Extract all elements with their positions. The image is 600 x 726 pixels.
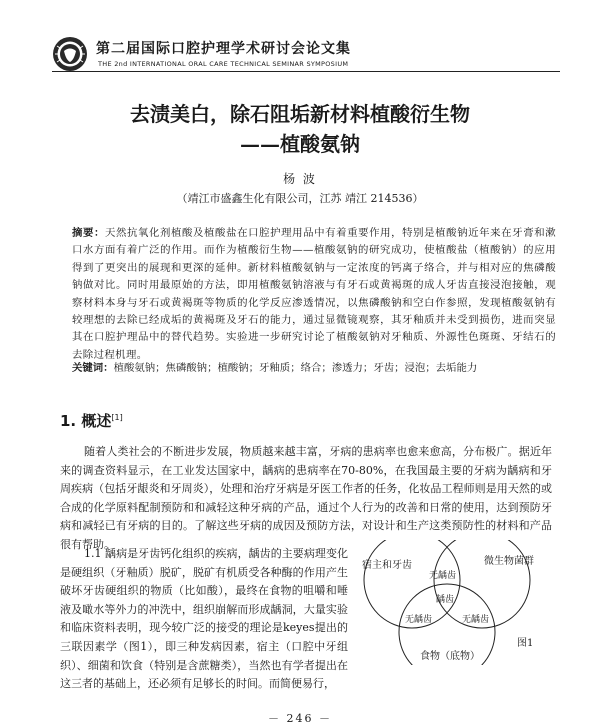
abstract-text: 天然抗氧化剂植酸及植酸盐在口腔护理用品中有着重要作用，特别是植酸钠近年来在牙膏和漱口水方面有着广泛的作用。而作为植酸衍生物——植酸氨钠的研究成功，使植酸盐（植酸钠）的应用得到了更突出的展现和更深的延伸。新材料植酸氨钠与一定浓度的钙离子络合，并与相对应的焦磷酸钠做对比。同时用最原始的方法，即用植酸氨钠溶液与有牙石或黄褐斑的成人牙齿直接浸泡接触，观察材料本身与牙石或黄褐斑等物质的化学反应渗透情况，以焦磷酸钠和空白作参照，发现植酸氨钠有较理想的去除已经成垢的黄褐斑及牙石的能力，通过显微镜观察，其牙釉质并未受到损伤，进而突显其在口腔护理品中的替代趋势。实验进一步研究讨论了植酸氨钠对牙釉质、外源性色斑斑、牙结石的去除过程机理。 — [72, 227, 556, 361]
label-food: 食物（底物） — [420, 651, 480, 662]
zone-center-label: 龋齿 — [436, 595, 455, 605]
section-ref: [1] — [111, 413, 123, 422]
zone-right-label: 无龋齿 — [462, 615, 490, 625]
conference-logo-icon — [52, 36, 88, 72]
section-heading — [60, 410, 123, 431]
abstract-label: 摘要： — [72, 227, 106, 239]
keywords — [72, 359, 556, 374]
section-heading-text: 1. 概述 — [60, 412, 112, 430]
section-paragraph-2: 1.1 龋病是牙齿钙化组织的疾病，龋齿的主要病理变化是硬组织（牙釉质）脱矿，脱矿有机质受各种酶的作用产生破坏牙齿硬组织的物质（比如酸），最终在食物的咀嚼和唾液及噉水等外力的冲洗中，组织崩解而形成龋洞，大量实验和临床资料表明，现今较广泛的接受的理论是keyes提出的三联因素学（图1），即三种发病因素，宿主（口腔中牙组织）、细菌和饮食（特别是含蔗糖类），当然也有学者提出在这三者的基础上，还必须有足够长的时间。而简便易行， — [60, 547, 348, 691]
paper-affiliation: （靖江市盛鑫生化有限公司，江苏 靖江 214536） — [176, 192, 424, 205]
page-number: － 246 － — [268, 712, 332, 725]
keywords-label: 关键词： — [72, 362, 114, 374]
keywords-text: 植酸氨钠；焦磷酸钠；植酸钠；牙釉质；络合；渗透力；牙齿；浸泡；去垢能力 — [113, 362, 478, 374]
zone-left-label: 无龋齿 — [405, 615, 433, 625]
paper-title-line2: ——植酸氨钠 — [240, 132, 360, 156]
label-host: 宿主和牙齿 — [362, 560, 412, 571]
paper-title-line1: 去渍美白，除石阻垢新材料植酸衍生物 — [130, 102, 470, 126]
abstract — [72, 225, 556, 364]
zone-top-label: 无龋齿 — [429, 571, 457, 581]
label-bacteria: 微生物菌群 — [484, 556, 534, 567]
paper-author: 杨 波 — [283, 172, 317, 186]
figure-1-label: 图1 — [517, 638, 534, 649]
proceedings-title: 第二届国际口腔护理学术研讨会论文集 — [96, 41, 351, 57]
section-paragraph-1: 随着人类社会的不断进步发展，物质越来越丰富，牙病的患病率也愈来愈高，分布极广。据近年来的调查资料显示，在工业发达国家中，龋病的患病率在70-80%，在我国最主要的牙病为龋病和牙周疾病（包括牙龈炎和牙周炎），处理和治疗牙病是牙医工作者的任务，化妆品工程师则是用天然的或合成的化学原料配制预防和和减轻这种牙病的产品，通过个人行为的改善和日常的使用，达到预防牙病和减轻已有牙病的目的。了解这些牙病的成因及预防方法，对设计和生产这类预防性的材料和产品很有帮助。 — [60, 445, 552, 551]
proceedings-subtitle-en: THE 2nd INTERNATIONAL ORAL CARE TECHNICAL SEMINAR SYMPOSIUM — [98, 60, 349, 68]
header-rule — [52, 71, 560, 72]
